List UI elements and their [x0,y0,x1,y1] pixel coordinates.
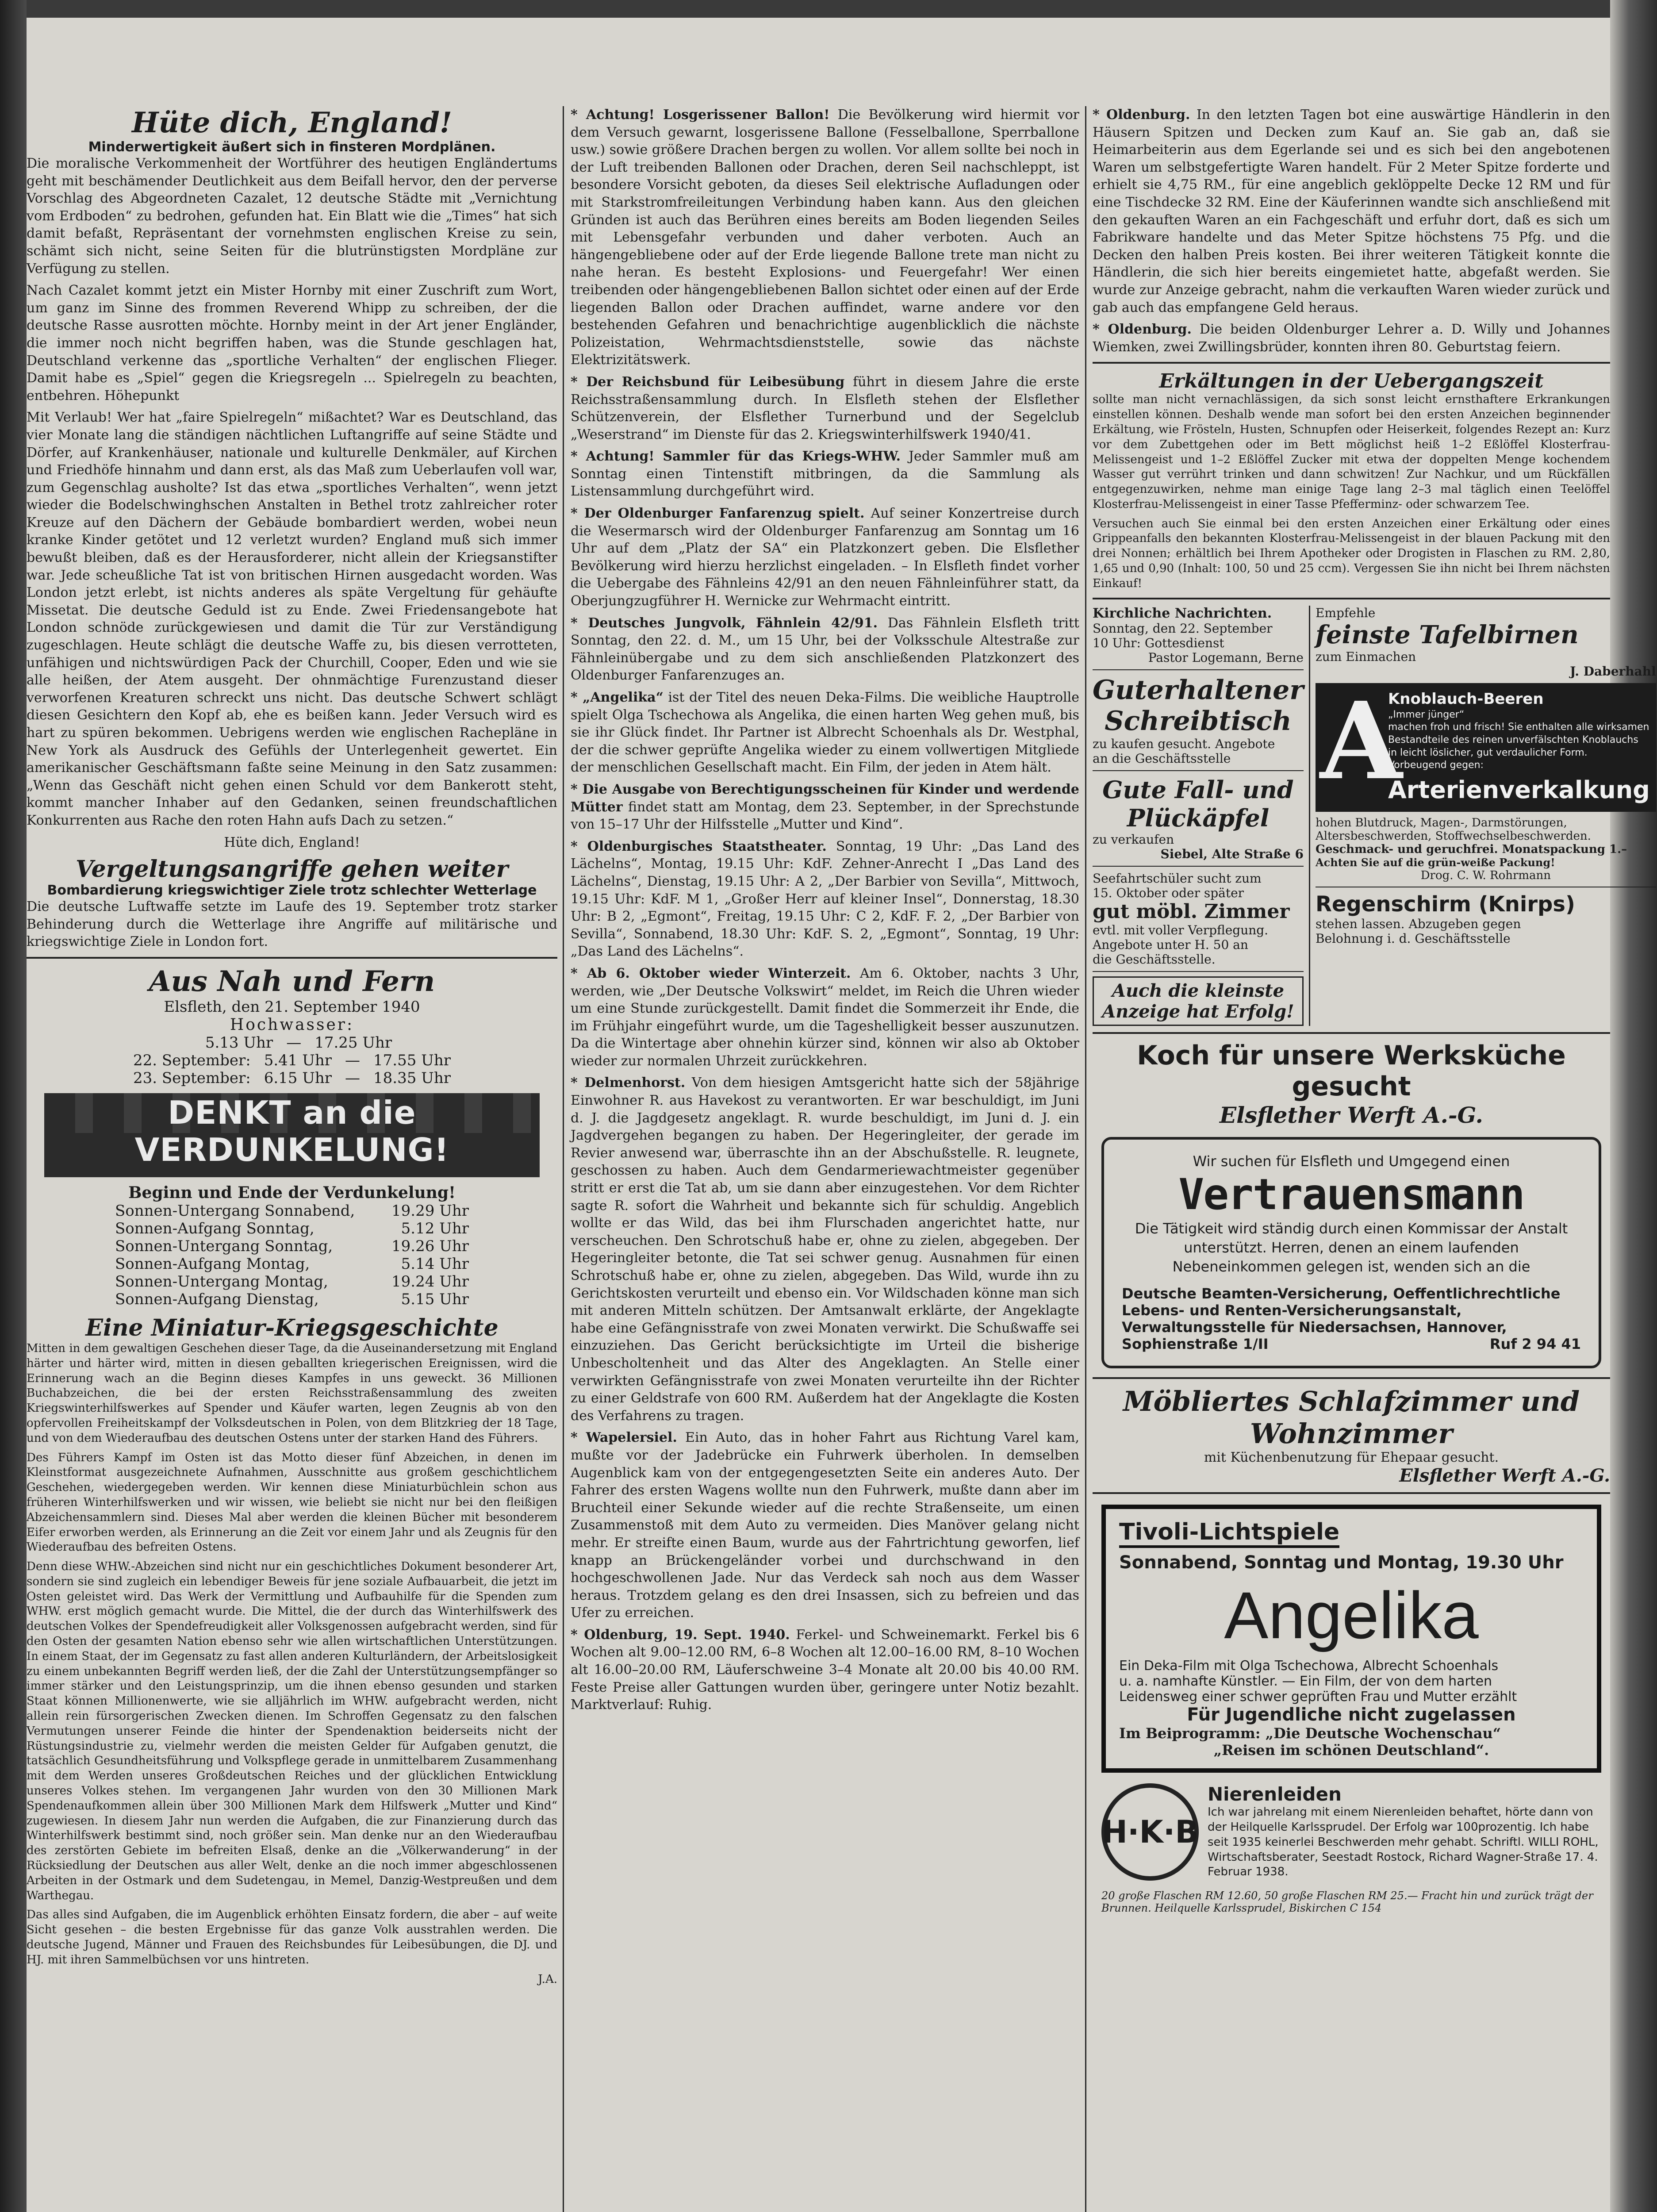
trust-text: Die Tätigkeit wird ständig durch einen Kommissar der Anstalt unterstützt. Herren, denen an einem laufenden Nebeneinkommen gelegen ist, wenden sich an die [1135,1220,1568,1275]
article-subtitle: Bombardierung kriegswichtiger Ziele trotz schlechter Wetterlage [47,883,537,899]
desk-line: zu kaufen gesucht. Angebote [1093,736,1275,751]
ad-text: sollte man nicht vernachlässigen, da sich sonst leicht ernsthaftere Erkrankungen einstellen können. Deshalb wende man sofort bei den ersten Anzeichen beginnender Erkältung, wie Frösteln, Husten, Schnupfen oder Heiserkeit, folgendes Rezept an: Kurz vor dem Zubettgehen oder im Bett möglichst heiß 1–2 Eßlöffel Klosterfrau-Melissengeist und 1–2 Eßlöffel Zucker mit etwa der doppelten Menge kochendem Wasser gut verrührt trinken und dann schwitzen! Zur Nachkur, und um Rückfällen entgegenzuwirken, nehme man einige Tage lang 2–3 mal täglich einen Teelöffel Klosterfrau-Melissengeist in einer Tasse Pfefferminz- oder schwarzem Tee. [1093,393,1610,511]
room-line: Angebote unter H. 50 an [1093,937,1248,952]
article-title: Eine Miniatur-Kriegsgeschichte [85,1314,499,1341]
divider [27,957,557,959]
article-subtitle: Minderwertigkeit äußert sich in finsteren Mordplänen. [88,139,496,155]
apples-title: Gute Fall- und Plückäpfel [1102,775,1294,832]
column-left [27,18,557,2212]
blackout-row: Sonnen-Aufgang Montag, 5.14 Uhr [115,1255,469,1273]
news-item: * Der Oldenburger Fanfarenzug spielt. Auf seiner Konzertreise durch die Wesermarsch wird der Oldenburger Fanfarenzug am Sonntag um 16 Uhr auf dem „Platz der SA“ ein Platzkonzert geben. Die Elsflether Bevölkerung wird hierzu herzlichst eingeladen. – In Elsfleth findet vorher die Uebergabe des Fähnleins 42/91 an den neuen Fähnleinführer statt, da Oberjungzugführer H. Wernicke zur Wehrmacht eintritt. [571,506,1079,609]
tide-title: Hochwasser: [230,1015,354,1034]
garlic-note: Achten Sie auf die grün-weiße Packung! [1315,856,1555,869]
trust-address: Sophienstraße 1/II [1122,1336,1269,1353]
cinema-name: Tivoli-Lichtspiele [1119,1519,1339,1548]
article-paragraph: Denn diese WHW.-Abzeichen sind nicht nur ein geschichtliches Dokument besonderer Art, sondern sie sind zugleich ein lebendiger Beweis für jene soziale Aufbauarbeit, die jetzt im Osten geleistet wird. Das Werk der Vermittlung und Aufbauhilfe für die Spenden zum WHW. erst möglich gemacht wurde. Die Mittel, die der durch das Winterhilfswerk des deutschen Volkes der Spendefreudigkeit aller Volksgenossen aufgebracht werden, sind für den Osten der gesamten Nation ebenso sehr wie allen wirtschaftlichen Unterstützungen. In einem Staat, der im Gegensatz zu fast allen anderen Kulturländern, der Arbeitslosigkeit zu einem unbekannten Begriff werden ließ, der die Zahl der Unterstützungsempfänger so immer stärker und den Leistungsprinzip, um die ihnen ebenso gesunden und starken Staat können Millionenwerte, wie sie alljährlich im WHW. aufgebracht werden, nicht allein rein fürsorgerischen Zwecken dienen. Im Schroffen Gegensatz zu den falschen Vermutungen unserer Feinde die hinter der Spendenaktion beiderseits nicht der Rüstungsindustrie zu, vielmehr werden die meisten Gelder für Aufgaben genutzt, die tatsächlich Gesundheitsführung und Volkspflege gerade in unmittelbarem Zusammenhang mit dem Werden unseres Großdeutschen Reiches und der glücklichen Entwicklung unseres Volkes stehen. Im vergangenen Jahr wurden von den 30 Millionen Mark Spendenaufkommen allein über 300 Millionen Mark dem Hilfswerk „Mutter und Kind“ zugewiesen. In diesem Jahr nun werden die Aufgaben, die zur Finanzierung durch das Winterhilfswerk bestimmt sind, noch größer sein. Man denke nur an den Wiederaufbau des zerstörten Gebiete im befreiten Elsaß, denke an die „Völkerwanderung“ in der Rücksiedlung der Deutschen aus aller Welt, denke an die noch immer abgeschlossenen Arbeiten in der Ostmark und dem Sudetengau, in Memel, Danzig-Westpreußen und dem Warthegau. [27,1560,557,1902]
news-item: * Delmenhorst. Von dem hiesigen Amtsgericht hatte sich der 58jährige Einwohner R. aus Havekost zu verantworten. Er war beschuldigt, im Juni d. J. die Jagdgesetz angeklagt. R. wurde beschuldigt, im Juni d. J. ein Jagdvergehen begangen zu haben. Der Hegeringleiter, der gerade im Revier anwesend war, überraschte ihn an der Abschußstelle. R. leugnete, geschossen zu haben. Auch dem Gendarmeriewachtmeister gegenüber stritt er erst die Tat ab, um sie dann aber einzugestehen. Vor dem Richter sagte R. sofort die Wahrheit und bekannte sich für schuldig. Angeblich wollte er das Wild, das bei ihm Flurschaden angerichtet hatte, nur verscheuchen. Den Schrotschuß habe er, ohne zu zielen, abgegeben. Der Hegeringleiter betonte, die Tat sei schwer genug. Ausnahmen für einen Schrotschuß habe er, ohne zu zielen, abgegeben. Das Wild, wurde ihn zu Gerichtskosten verurteilt und ebenso ein. Vor Wildschaden könne man sich mit anderen Mitteln schützen. Der Amtsanwalt erklärte, der Angeklagte habe eine Gefängnisstrafe von zwei Monaten verwirkt. Die Schußwaffe sei einzuziehen. Das Gericht berücksichtigte im Urteil die bisherige Unbescholtenheit und das Alter des Angeklagten. An Stelle einer verwirkten Gefängnisstrafe von zwei Monaten verurteilte ihn der Richter zu einer Geldstrafe von 600 RM. Außerdem hat der Angeklagte die Kosten des Verfahrens zu tragen. [571,1075,1079,1424]
film-rating: Für Jugendliche nicht zugelassen [1187,1705,1516,1725]
divider [1093,1492,1610,1494]
news-item: * Oldenburg, 19. Sept. 1940. Ferkel- und Schweinemarkt. Ferkel bis 6 Wochen alt 9.00–12.00 RM, 6–8 Wochen alt 12.00–16.00 RM, 8–10 Wochen alt 16.00–20.00 RM, Läuferschweine 3–4 Monate alt 20.00 bis 40.00 RM. Feste Preise aller Gattungen wurden über, geringere unter Notiz bezahlt. Marktverlauf: Ruhig. [571,1627,1079,1713]
hkb-logo: H·K·B [1101,1783,1199,1881]
garlic-initial-glyph: A [1319,678,1403,803]
article-paragraph: Die deutsche Luftwaffe setzte im Laufe des 19. September trotz starker Behinderung durch die Wetterlage ihre Angriffe auf militärische und kriegswichtige Ziele in London fort. [27,899,557,950]
divider [1093,866,1304,867]
article-paragraph: Die moralische Verkommenheit der Wortführer des heutigen Engländertums geht mit beschämender Deutlichkeit aus dem Beifall hervor, den der perverse Vorschlag des Abgeordneten Cazalet, 12 deutsche Städte mit „Vernichtung vom Erdboden“ zu bedrohen, gefunden hat. Ein Blatt wie die „Times“ hat sich damit befaßt, Repräsentant der vornehmsten englischen Kreise zu sein, schämt sich nicht, seine Seiten für die blutrünstigsten Mordpläne zur Verfügung zu stellen. [27,156,557,276]
blackout-row: Sonnen-Untergang Montag, 19.24 Uhr [115,1272,469,1290]
pears-line: zum Einmachen [1315,649,1416,664]
trust-org: Deutsche Beamten-Versicherung, Oeffentlichrechtliche Lebens- und Renten-Versicherungsanstalt, [1122,1285,1561,1319]
garlic-tag: „Immer jünger“ [1388,709,1465,720]
trust-phone: Ruf 2 94 41 [1489,1336,1581,1353]
blackout-row: Sonnen-Aufgang Sonntag, 5.12 Uhr [115,1219,469,1237]
article-paragraph: Das alles sind Aufgaben, die im Augenblick erhöhten Einsatz fordern, die aber – auf weite Sicht gesehen – die besten Ergebnisse für das ganze Volk ausstrahlen werden. Die deutsche Jugend, Männer und Frauen des Reichsbundes für Leibesübungen, die DJ. und HJ. mit ihren Sammelbüchsen vor uns hintreten. [27,1908,557,1966]
blackout-title: Beginn und Ende der Verdunkelung! [128,1183,456,1202]
classified-right [1310,606,1656,1026]
umbrella-line: stehen lassen. Abzugeben gegen [1315,917,1521,932]
film-line: u. a. namhafte Künstler. — Ein Film, der von dem harten [1119,1674,1492,1690]
film-line: Leidensweg einer schwer geprüften Frau und Mutter erzählt [1119,1689,1517,1705]
divider [1093,1032,1610,1034]
news-item: * Achtung! Sammler für das Kriegs-WHW. Jeder Sammler muß am Sonntag einen Tintenstift mitbringen, da die Sammlung als Listensammlung durchgeführt wird. [571,449,1079,499]
apples-line: zu verkaufen [1093,832,1174,847]
pears-title: feinste Tafelbirnen [1315,620,1579,649]
article-signoff: Hüte dich, England! [224,834,360,850]
trust-contact [1122,1336,1581,1352]
tide-row: 5.13 Uhr — 17.25 Uhr [205,1033,392,1052]
divider [1093,971,1304,972]
garlic-ad-body [1388,689,1650,806]
trust-ad [1101,1137,1601,1369]
room-line: 15. Oktober oder später [1093,885,1244,900]
garlic-text: machen froh und frisch! Sie enthalten alle wirksamen Bestandteile des reinen unverfälschten Knoblauchs in leicht löslicher, gut verdaulicher Form. [1388,722,1649,758]
room-line: evtl. mit voller Verpflegung. [1093,922,1269,937]
article-title: Hüte dich, England! [132,106,452,139]
ad-title: Erkältungen in der Uebergangszeit [1159,370,1544,393]
news-item: * Oldenburg. Die beiden Oldenburger Lehrer a. D. Willy und Johannes Wiemken, zwei Zwillingsbrüder, konnten ihren 80. Geburtstag feiern. [1093,322,1610,355]
newspaper-page [27,18,1656,2212]
bedroom-signature: Elsflether Werft A.-G. [1399,1465,1610,1486]
room-line: die Geschäftsstelle. [1093,952,1216,967]
news-item: * Der Reichsbund für Leibesübung führt in diesem Jahre die erste Reichsstraßensammlung durch. In Elsfleth stehen der Elsflether Schützenverein, der Elsflether Turnerbund und der Segelclub „Weserstrand“ im Dienste für das 2. Kriegswinterhilfswerk 1940/41. [571,374,1079,442]
kidney-ad-body [1208,1783,1601,1881]
desk-line: an die Geschäftsstelle [1093,751,1231,766]
section-title: Aus Nah und Fern [149,964,435,998]
classified-grid [1093,605,1656,1026]
garlic-seller: Drog. C. W. Rohrmann [1420,869,1551,883]
ad-text: Versuchen auch Sie einmal bei den ersten Anzeichen einer Erkältung oder eines Grippeanfalls den bekannten Klosterfrau-Melissengeist in der blauen Packung mit den drei Nonnen; erhältlich bei Ihrem Apotheker oder Drogisten in Flaschen zu RM. 2,80, 1,65 und 0,90 (Inhalt: 100, 50 und 25 ccm). Vergessen Sie ihn nicht bei Ihrem nächsten Einkauf! [1093,517,1610,590]
garlic-brand: Arterienverkalkung [1388,776,1650,804]
divider [1093,669,1304,670]
news-item: * Deutsches Jungvolk, Fähnlein 42/91. Das Fähnlein Elsfleth tritt Sonntag, den 22. d. M., um 15 Uhr, bei der Volksschule Altestraße zur Fähnleinübergabe und zu dem sich anschließenden Platzkonzert des Oldenburger Fanfarenzuges an. [571,615,1079,684]
kidney-text: Ich war jahrelang mit einem Nierenleiden behaftet, hörte dann von der Heilquelle Karlssprudel. Der Erfolg war 100prozentig. Ich habe seit 1935 keinerlei Beschwerden mehr gehabt. Schriftl. WILLI ROHL, Wirtschaftsberater, Seestadt Rostock, Richard Wagner-Straße 17. 4. Februar 1938. [1208,1805,1599,1879]
garlic-pre: Vorbeugend gegen: [1388,760,1484,771]
umbrella-title: Regenschirm (Knirps) [1315,892,1575,917]
film-program: Im Beiprogramm: „Die Deutsche Wochenschau“ [1119,1725,1501,1742]
news-item: * Oldenburg. In den letzten Tagen bot eine auswärtige Händlerin in den Häusern Spitzen und Decken zum Kauf an. Sie gab an, daß sie Heimarbeiterin aus dem Egerlande sei und es sich bei den angebotenen Waren um selbstgefertigte Waren handelt. Für 2 Meter Spitze forderte und erhielt sie 4,75 RM., für eine angeblich geklöppelte Decke 12 RM und für eine Tischdecke 32 RM. Eine der Käuferinnen wandte sich anschließend mit den gekauften Waren an ein Fachgeschäft und erfuhr dort, daß es sich um Fabrikware handelte und das Meter Spitze höchstens 75 Pfg. und die Decken den halben Preis kosten. Bei ihrer weiteren Tätigkeit konnte die Händlerin, die sich hier bereits eingemietet hatte, abgefaßt werden. Sie wurde zur Anzeige gebracht, nahm die verkauften Waren wieder zurück und gab auch das empfangene Geld heraus. [1093,107,1610,315]
article-paragraph: Des Führers Kampf im Osten ist das Motto dieser fünf Abzeichen, in denen im Kleinstformat ausgezeichnete Aufnahmen, Ausschnitte aus großem geschichtlichem Geschehen, wiedergegeben werden. Wir kennen diese Miniaturbüchlein schon aus früheren Winterhilfswerken und wir wissen, wie beliebt sie nicht nur bei den fleißigen Abzeichensammlern sind. Dieses Mal aber werden die kleinen Bücher mit besonderem Eifer erworben werden, als Erinnerung an die Zeit vor einem Jahr und als Zeugnis für den Wiederaufbau des befreiten Ostens. [27,1451,557,1554]
small-ad-slogan: Auch die kleinste Anzeige hat Erfolg! [1093,976,1304,1026]
kidney-title: Nierenleiden [1208,1783,1342,1805]
film-line: Ein Deka-Film mit Olga Tschechowa, Albrecht Schoenhals [1119,1658,1499,1674]
pears-pre: Empfehle [1315,605,1376,620]
article-paragraph: Mit Verlaub! Wer hat „faire Spielregeln“ mißachtet? War es Deutschland, das vier Monate lang die ständigen nächtlichen Luftangriffe auf seine Städte und Dörfer, auf Krankenhäuser, nationale und kulturelle Denkmäler, auf Kirchen und Friedhöfe hinnahm und dann erst, als das Maß zum Ueberlaufen voll war, zum Gegenschlag ausholte? Ist das etwa „sportliches Verhalten“, wenn jetzt wieder die Bodelschwinghschen Anstalten in Bethel trotz zahlreicher roter Kreuze auf den Dächern der Gebäude bombardiert werden, wobei neun kranke Kinder getötet und 12 verletzt wurden? England muß sich immer bewußt bleiben, daß es der Herausforderer, nicht allein der Kriegsanstifter war. Jede scheußliche Tat ist von britischen Hirnen ausgedacht worden. Was London jetzt erlebt, ist nichts anderes als späte Vergeltung für gehäufte Missetat. Die deutsche Geduld ist zu Ende. Zwei Friedensangebote hat London schnöde zurückgewiesen und damit die Tür zur Verständigung zugeschlagen. Heute schlägt die deutsche Waffe zu, bis diesen verrotteten, unfähigen und nichtswürdigen Pack der Churchill, Cooper, Eden und wie sie alle heißen, der Atem ausgeht. Der ohnmächtige Furenzustand dieser verworfenen Kreaturen schreckt uns nicht. Das deutsche Schwert schlägt diesen Gesichtern den Kopf ab, ehe es beißen kann. Jeder Versuch wird es hart zu spüren bekommen. Uebrigens werden wie englischen Rachepläne in New York als Ausdruck des Gefühls der Unterlegenheit gewertet. Ein amerikanischer Geschäftsmann faßte seine Meinung in den Satz zusammen: „Wenn das Geschäft nicht gehen einen Schuld vor dem Bankerott steht, kommt mancher Inhaber auf den Gedanken, seinen freundschaftlichen Konkurrenten aus Rache den roten Hahn aufs Dach zu setzen.“ [27,410,557,828]
church-title: Kirchliche Nachrichten. [1093,605,1272,621]
blackout-row: Sonnen-Untergang Sonnabend, 19.29 Uhr [115,1202,469,1220]
dateline: Elsfleth, den 21. September 1940 [164,998,420,1016]
news-item: * Achtung! Losgerissener Ballon! Die Bevölkerung wird hiermit vor dem Versuch gewarnt, losgerissene Ballone (Fesselballone, Sperrballone usw.) sowie größere Drachen bergen zu wollen. Vor allem sollte bei noch in der Luft treibenden Ballonen oder Drachen, deren Seil nachschleppt, ist besondere Vorsicht geboten, da dieses Seil elektrische Aufladungen oder mit Starkstromfreileitungen Verbindung haben kann. Aus den gleichen Gründen ist auch das Berühren eines bereits am Boden liegenden Seiles mit Lebensgefahr verbunden und daher verboten. Auch an hängengebliebene oder auf der Erde liegende Ballone trete man nicht zu nahe heran. Es besteht Explosions- und Feuergefahr! Wer einen treibenden oder hängengebliebenen Ballon sichtet oder einen auf der Erde liegenden Ballon oder Drachen auffindet, warne andere vor den bestehenden Gefahren und benachrichtige augenblicklich die nächste Polizeistation, Wehrmachtsdienststelle, sowie das nächste Elektrizitätswerk. [571,107,1079,368]
news-item: * Oldenburgisches Staatstheater. Sonntag, 19 Uhr: „Das Land des Lächelns“, Montag, 19.15 Uhr: KdF. Zehner-Anrecht I „Das Land des Lächelns“, Dienstag, 19.15 Uhr: A 2, „Der Barbier von Sevilla“, Mittwoch, 19.15 Uhr: KdF. M 1, „Großer Herr auf kleiner Insel“, Donnerstag, 18.30 Uhr: B 2, „Egmont“, Freitag, 19.15 Uhr: C 2, KdF. F. 2, „Der Barbier von Sevilla“, Sonnabend, 18.30 Uhr: KdF. S. 2, „Egmont“, Sonntag, 19 Uhr: „Das Land des Lächelns“. [571,838,1079,960]
blackout-row: Sonnen-Aufgang Dienstag, 5.15 Uhr [115,1290,469,1308]
kidney-footer: 20 große Flaschen RM 12.60, 50 große Flaschen RM 25.— Fracht hin und zurück trägt der Brunnen. Heilquelle Karlssprudel, Biskirchen C 154 [1101,1889,1593,1915]
column-divider [563,106,564,2212]
bedroom-line: mit Küchenbenutzung für Ehepaar gesucht. [1204,1450,1499,1466]
article-paragraph: Mitten in dem gewaltigen Geschehen dieser Tage, da die Auseinandersetzung mit England härter und härter wird, mitten in diesen geballten kriegerischen Ereignissen, wird die Erinnerung wach an die Beginn dieses Kampfes in uns geweckt. 36 Millionen Buchabzeichen, die bei der ersten Reichsstraßensammlung des zweiten Kriegswinterhilfswerkes auf Spender und Käufer warten, legen Zeugnis ab von den opfervollen Freiheitskampf der Volksdeutschen in Polen, von dem Blitzkrieg der 18 Tage, und von dem Wiederaufbau des deutschen Ostens unter der starken Hand des Führers. [27,1341,557,1445]
trust-title: Vertrauensmann [1178,1169,1524,1219]
apples-seller: Siebel, Alte Straße 6 [1160,846,1304,861]
desk-title: Guterhaltener Schreibtisch [1093,674,1304,737]
blackout-row: Sonnen-Untergang Sonntag, 19.26 Uhr [115,1237,469,1255]
pears-seller: J. Daberhahl [1570,664,1656,679]
garlic-ad [1316,678,1656,812]
book-binding [0,0,27,2212]
banner-text: DENKT an die VERDUNKELUNG! [134,1094,449,1168]
column-right [1093,18,1656,2212]
divider [1093,1377,1610,1379]
cinema-ad [1101,1505,1601,1773]
divider [1093,770,1304,771]
article-paragraph: Nach Cazalet kommt jetzt ein Mister Hornby mit einer Zuschrift zum Wort, um ganz im Sinne des frommen Reverend Whipp zu schreiben, der die deutsche Rasse ausrotten möchte. Hornby meint in der Art jener Engländer, die immer noch nicht begriffen haben, was die Stunde geschlagen hat, Deutschland verkenne das „sportliche Verhalten“ der englischen Flieger. Damit habe es „Spiel“ gegen die Kriegsregeln ... Spielregeln zu beachten, entbehren. Höhepunkt [27,283,557,403]
page-edge [1610,0,1657,2212]
column-divider [1085,106,1086,2212]
blackout-banner [44,1093,540,1177]
trust-intro: Wir suchen für Elsfleth und Umgegend einen [1193,1152,1510,1170]
garlic-list: hohen Blutdruck, Magen-, Darmstörungen, Altersbeschwerden, Stoffwechselbeschwerden. [1315,816,1591,843]
bedroom-title: Möbliertes Schlafzimmer und Wohnzimmer [1123,1385,1580,1450]
kitchen-ad-signature: Elsflether Werft A.-G. [1220,1102,1483,1128]
divider [1093,362,1610,364]
author-initials: J.A. [538,1972,557,1986]
church-line: Sonntag, den 22. September [1093,621,1273,636]
cinema-days: Sonnabend, Sonntag und Montag, 19.30 Uhr [1119,1552,1564,1573]
garlic-tagline: Geschmack- und geruchfrei. Monatspackung 1.– [1315,843,1627,856]
trust-org: Verwaltungsstelle für Niedersachsen, Hannover, [1122,1319,1507,1336]
article-title: Vergeltungsangriffe gehen weiter [75,856,509,883]
news-item: * „Angelika“ ist der Titel des neuen Deka-Films. Die weibliche Hauptrolle spielt Olga Tschechowa als Angelika, die einen harten Weg gehen muß, bis sie ihr Glück findet. Ihr Partner ist Albrecht Schoenhals als Dr. Westphal, der die schwer geprüfte Angelika wieder zu einem vollwertigen Mitgliede der menschlichen Gesellschaft macht. Ein Film, der jeden in Atem hält. [571,690,1079,776]
room-line: Seefahrtschüler sucht zum [1093,871,1262,886]
news-item: * Ab 6. Oktober wieder Winterzeit. Am 6. Oktober, nachts 3 Uhr, werden, wie „Der Deutsche Volkswirt“ meldet, im Reich die Uhren wieder um eine Stunde zurückgestellt. Damit findet die Sommerzeit ihr Ende, die im Frühjahr eingeführt wurde, um die Tageshelligkeit besser auszunutzen. Da die Wintertage aber ohnehin kürzer sind, können wir also ab Oktober wieder zur normalen Uhrzeit zurückkehren. [571,965,1079,1069]
film-program: „Reisen im schönen Deutschland“. [1213,1742,1489,1759]
column-middle [571,18,1079,2212]
classified-left [1093,606,1310,1026]
news-item: * Wapelersiel. Ein Auto, das in hoher Fahrt aus Richtung Varel kam, mußte vor der Jadebrücke ein Fuhrwerk überholen. In demselben Augenblick kam von der entgegengesetzten Seite ein anderes Auto. Der Fahrer des ersten Wagens wollte nun den Fuhrwerk, mußte dann aber im Bruchteil einer Sekunde wieder auf die rechte Straßenseite, um einen Zusammenstoß mit dem Auto zu vermeiden. Dies Manöver gelang nicht mehr. Er streifte einen Baum, wurde aus der Fahrtrichtung geworfen, lief knapp an Brückengeländer vorbei und durchschwand in den hochgeschwollenen Jade. Nur das Verdeck sah noch aus dem Wasser heraus. Trotzdem gelang es den drei Insassen, sich zu befreien und das Ufer zu erreichen. [571,1430,1079,1621]
divider [1093,598,1610,599]
garlic-title: Knoblauch-Beeren [1388,690,1544,708]
kidney-ad [1101,1783,1601,1881]
umbrella-line: Belohnung i. d. Geschäftsstelle [1315,931,1511,946]
room-title: gut möbl. Zimmer [1093,900,1290,923]
news-item: * Die Ausgabe von Berechtigungsscheinen für Kinder und werdende Mütter findet statt am Montag, dem 23. September, in der Sprechstunde von 15–17 Uhr der Hilfsstelle „Mutter und Kind“. [571,781,1079,833]
tide-row: 22. September: 5.41 Uhr — 17.55 Uhr [133,1051,451,1069]
kitchen-ad-title: Koch für unsere Werksküche gesucht [1137,1040,1566,1102]
church-line: Pastor Logemann, Berne [1148,650,1304,665]
film-title: Angelika [1224,1578,1479,1653]
tide-row: 23. September: 6.15 Uhr — 18.35 Uhr [133,1069,451,1087]
church-line: 10 Uhr: Gottesdienst [1093,635,1224,650]
